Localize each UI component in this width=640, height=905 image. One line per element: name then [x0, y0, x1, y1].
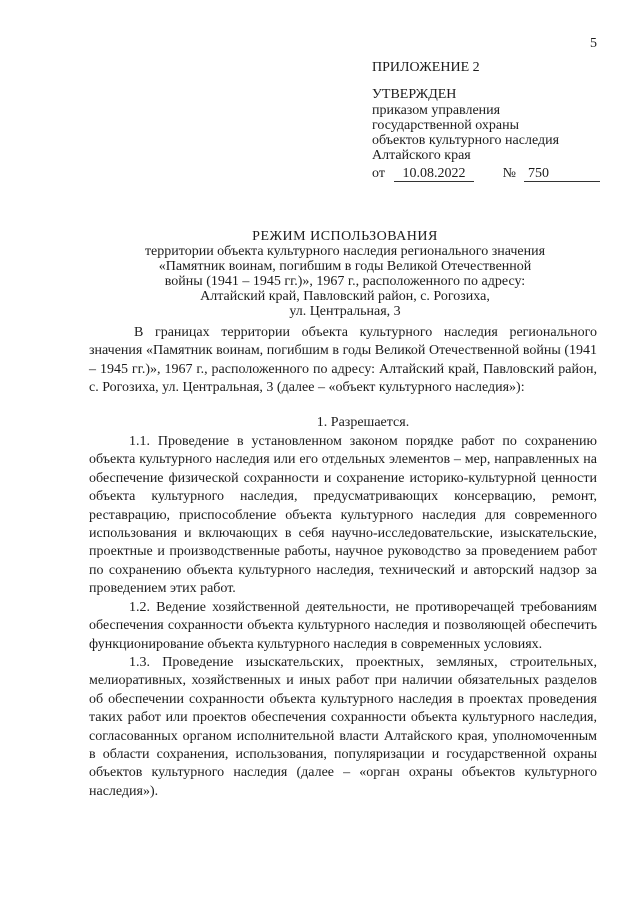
- from-label: от: [372, 166, 385, 181]
- order-date-number: [372, 166, 612, 182]
- title-heading: РЕЖИМ ИСПОЛЬЗОВАНИЯ: [252, 229, 438, 244]
- document-title: [100, 229, 590, 319]
- title-line: войны (1941 – 1945 гг.)», 1967 г., расположенного по адресу:: [164, 274, 526, 289]
- approval-line: приказом управления: [372, 103, 501, 118]
- document-body: [89, 324, 597, 801]
- approval-block: [372, 60, 612, 182]
- item-1-2: 1.2. Ведение хозяйственной деятельности, не противоречащей требованиям обеспечения сохранности объекта культурного наследия и позволяющей обеспечить функционирование объекта культурного наследия в современных условиях.: [89, 599, 597, 652]
- section-heading: 1. Разрешается.: [316, 414, 410, 430]
- approval-line: государственной охраны: [372, 118, 520, 133]
- appendix-label: ПРИЛОЖЕНИЕ 2: [372, 60, 480, 75]
- approval-line: Алтайского края: [372, 148, 471, 163]
- order-number: 750: [524, 166, 600, 182]
- page-number: 5: [590, 36, 597, 51]
- title-line: ул. Центральная, 3: [289, 304, 401, 319]
- order-date: 10.08.2022: [394, 166, 474, 182]
- approved-label: УТВЕРЖДЕН: [372, 87, 457, 102]
- item-1-3: 1.3. Проведение изыскательских, проектных, земляных, строительных, мелиоративных, хозяйственных и иных работ при наличии обязательных разделов об обеспечении сохранности объекта культурного наследия в проектах проведения таких работ или проектов обеспечения сохранности объекта культурного наследия, согласованных органом исполнительной власти Алтайского края, уполномоченным в области сохранения, использования, популяризации и государственной охраны объектов культурного наследия (далее – «орган охраны объектов культурного наследия»).: [89, 654, 597, 799]
- title-line: территории объекта культурного наследия регионального значения: [144, 244, 546, 259]
- approval-line: объектов культурного наследия: [372, 133, 560, 148]
- title-line: Алтайский край, Павловский район, с. Рогозиха,: [200, 289, 490, 304]
- title-line: «Памятник воинам, погибшим в годы Великой Отечественной: [158, 259, 532, 274]
- number-sign: №: [502, 166, 516, 181]
- item-1-1: 1.1. Проведение в установленном законом порядке работ по сохранению объекта культурного наследия или его отдельных элементов – мер, направленных на обеспечение физической сохранности и сохранение историко-культурной ценности объекта культурного наследия, предусматривающих консервацию, ремонт, реставрацию, приспособление объекта культурного наследия для современного использования и включающих в себя научно-исследовательские, изыскательские, проектные и производственные работы, научное руководство за проведением работ по сохранению объекта культурного наследия, технический и авторский надзор за проведением этих работ.: [89, 434, 597, 597]
- intro-paragraph: В границах территории объекта культурного наследия регионального значения «Памятник воинам, погибшим в годы Великой Отечественной войны (1941 – 1945 гг.)», 1967 г., расположенного по адресу: Алтайский край, Павловский район, с. Рогозиха, ул. Центральная, 3 (далее – «объект культурного наследия»):: [89, 325, 597, 396]
